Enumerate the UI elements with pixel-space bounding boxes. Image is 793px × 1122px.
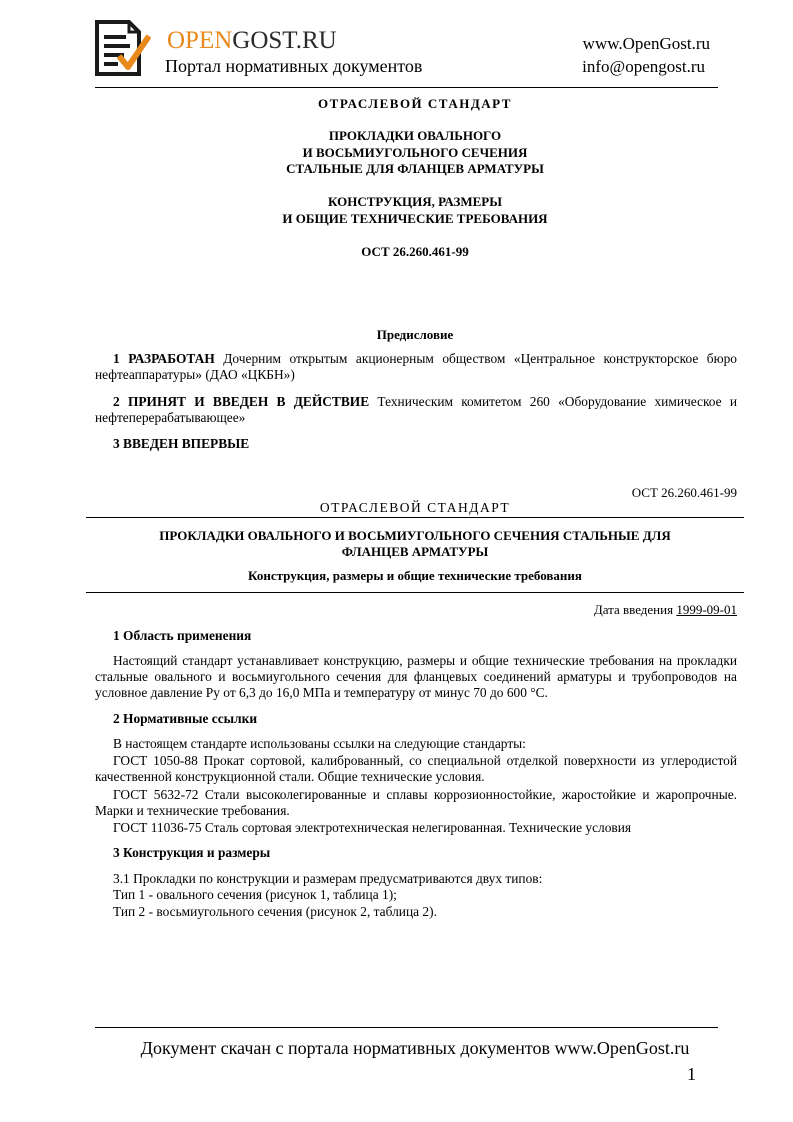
standard-bottom-divider: [86, 592, 744, 593]
cover-title-line: И ВОСЬМИУГОЛЬНОГО СЕЧЕНИЯ: [302, 145, 528, 160]
preface-heading: Предисловие: [376, 327, 454, 342]
section-3-line: Тип 1 - овального сечения (рисунок 1, таблица 1);: [113, 887, 397, 902]
preface-item-1: [95, 351, 737, 383]
footer-divider: [95, 1027, 718, 1028]
reference-item: ГОСТ 5632-72 Стали высоколегированные и сплавы коррозионностойкие, жаростойкие и жаропрочные. Марки и технические требования.: [95, 787, 737, 818]
standard-code: ОСТ 26.260.461-99: [631, 485, 737, 500]
brand-name: [167, 27, 337, 55]
preface-item-1-label: 1 РАЗРАБОТАН: [113, 351, 215, 366]
introduction-date: [594, 602, 737, 618]
brand-name-part2: GOST.RU: [232, 27, 337, 54]
footer-text: Документ скачан с портала нормативных документов www.OpenGost.ru: [140, 1038, 690, 1058]
preface-item-2-label: 2 ПРИНЯТ И ВВЕДЕН В ДЕЙСТВИЕ: [113, 394, 370, 409]
cover-subtitle-line: КОНСТРУКЦИЯ, РАЗМЕРЫ: [328, 194, 502, 209]
cover-industry-standard: ОТРАСЛЕВОЙ СТАНДАРТ: [318, 96, 512, 111]
page-number: 1: [687, 1064, 696, 1084]
standard-top-divider: [86, 517, 744, 518]
preface-item-1-text: Дочерним открытым акционерным обществом «Центральное конструкторское бюро нефтеаппаратуры» (ДАО «ЦКБН»): [95, 351, 738, 382]
reference-item: ГОСТ 1050-88 Прокат сортовой, калиброванный, со специальной отделкой поверхности из углеродистой качественной конструкционной стали. Общие технические условия.: [95, 753, 737, 784]
reference-item: ГОСТ 11036-75 Сталь сортовая электротехническая нелегированная. Технические условия: [113, 820, 632, 835]
portal-subtitle: Портал нормативных документов: [165, 56, 423, 76]
section-1-text: Настоящий стандарт устанавливает конструкцию, размеры и общие технические требования на прокладки стальные овального и восьмиугольного сечения для фланцевых соединений арматуры и трубопроводов на условное давление Ру от 6,3 до 16,0 МПа и температуру от минус 70 до 600 °С.: [95, 653, 737, 700]
brand-name-part1: OPEN: [167, 27, 233, 54]
introduction-date-value: 1999-09-01: [676, 602, 737, 617]
cover-code: ОСТ 26.260.461-99: [361, 244, 469, 259]
cover-subtitle-line: И ОБЩИЕ ТЕХНИЧЕСКИЕ ТРЕБОВАНИЯ: [282, 211, 548, 226]
email-link[interactable]: info@opengost.ru: [582, 57, 705, 76]
preface-item-3-label: 3 ВВЕДЕН ВПЕРВЫЕ: [113, 436, 250, 451]
cover-title-line: СТАЛЬНЫЕ ДЛЯ ФЛАНЦЕВ АРМАТУРЫ: [286, 161, 544, 176]
preface-item-2: [95, 394, 737, 426]
standard-subtitle: Конструкция, размеры и общие технические требования: [248, 568, 582, 583]
site-link[interactable]: www.OpenGost.ru: [582, 34, 710, 53]
cover-title-line: ПРОКЛАДКИ ОВАЛЬНОГО: [328, 128, 502, 143]
header-divider: [95, 87, 718, 88]
section-1-heading: 1 Область применения: [113, 628, 252, 643]
section-3-heading: 3 Конструкция и размеры: [113, 845, 271, 860]
section-3-line: Тип 2 - восьмиугольного сечения (рисунок 2, таблица 2).: [113, 904, 437, 919]
standard-title-line: ПРОКЛАДКИ ОВАЛЬНОГО И ВОСЬМИУГОЛЬНОГО СЕЧЕНИЯ СТАЛЬНЫЕ ДЛЯ: [159, 528, 671, 543]
preface-item-3: [95, 436, 737, 452]
section-3-line: 3.1 Прокладки по конструкции и размерам предусматриваются двух типов:: [113, 871, 543, 886]
standard-industry-label: ОТРАСЛЕВОЙ СТАНДАРТ: [319, 500, 511, 515]
section-2-heading: 2 Нормативные ссылки: [113, 711, 258, 726]
standard-title-line: ФЛАНЦЕВ АРМАТУРЫ: [341, 544, 489, 559]
section-2-intro: В настоящем стандарте использованы ссылки на следующие стандарты:: [113, 736, 526, 751]
preface-item-2-text: Техническим комитетом 260 «Оборудование химическое и нефтеперерабатывающее»: [95, 394, 737, 425]
opengost-logo-document-check-icon: [95, 20, 151, 76]
introduction-date-label: Дата введения: [593, 602, 677, 617]
